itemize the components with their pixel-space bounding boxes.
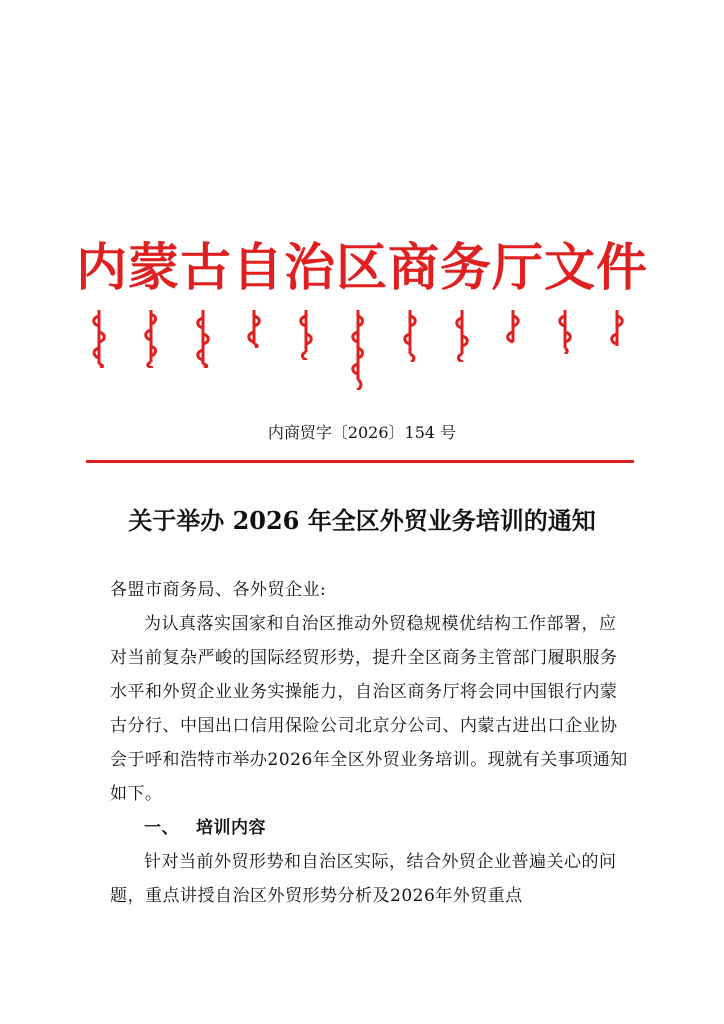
- content-paragraph: 针对当前外贸形势和自治区实际，结合外贸企业普遍关心的问题，重点讲授自治区外贸形势分析及2026年外贸重点: [110, 852, 617, 906]
- section-heading-text: 培训内容: [196, 818, 266, 838]
- red-separator-line: [86, 460, 634, 463]
- mongolian-word-1: [88, 308, 110, 368]
- section-number: 一、: [144, 818, 179, 838]
- document-body: [110, 573, 630, 913]
- mongolian-word-5: [295, 308, 317, 360]
- mongolian-word-3: [192, 308, 214, 368]
- mongolian-script-letterhead: [88, 308, 628, 392]
- mongolian-word-10: [554, 308, 576, 354]
- mongolian-word-11: [606, 308, 628, 350]
- letterhead-title: 内蒙古自治区商务厅文件: [75, 238, 648, 298]
- notice-title: 关于举办 2026 年全区外贸业务培训的通知: [128, 506, 596, 535]
- document-number: 内商贸字〔2026〕154 号: [267, 423, 457, 442]
- intro-paragraph: 为认真落实国家和自治区推动外贸稳规模优结构工作部署，应对当前复杂严峻的国际经贸形势，提升全区商务主管部门履职服务水平和外贸企业业务实操能力，自治区商务厅将会同中国银行内蒙古分行、中国出口信用保险公司北京分公司、内蒙古进出口企业协会于呼和浩特市举办2026年全区外贸业务培训。现就有关事项通知如下。: [110, 614, 628, 804]
- mongolian-word-2: [140, 308, 162, 368]
- mongolian-word-4: [243, 308, 265, 348]
- mongolian-word-8: [451, 308, 473, 362]
- mongolian-word-7: [399, 308, 421, 362]
- section-heading-training-content: [110, 811, 630, 845]
- mongolian-word-9: [502, 308, 524, 346]
- addressee-line: 各盟市商务局、各外贸企业:: [110, 580, 327, 600]
- mongolian-word-6: [347, 308, 369, 390]
